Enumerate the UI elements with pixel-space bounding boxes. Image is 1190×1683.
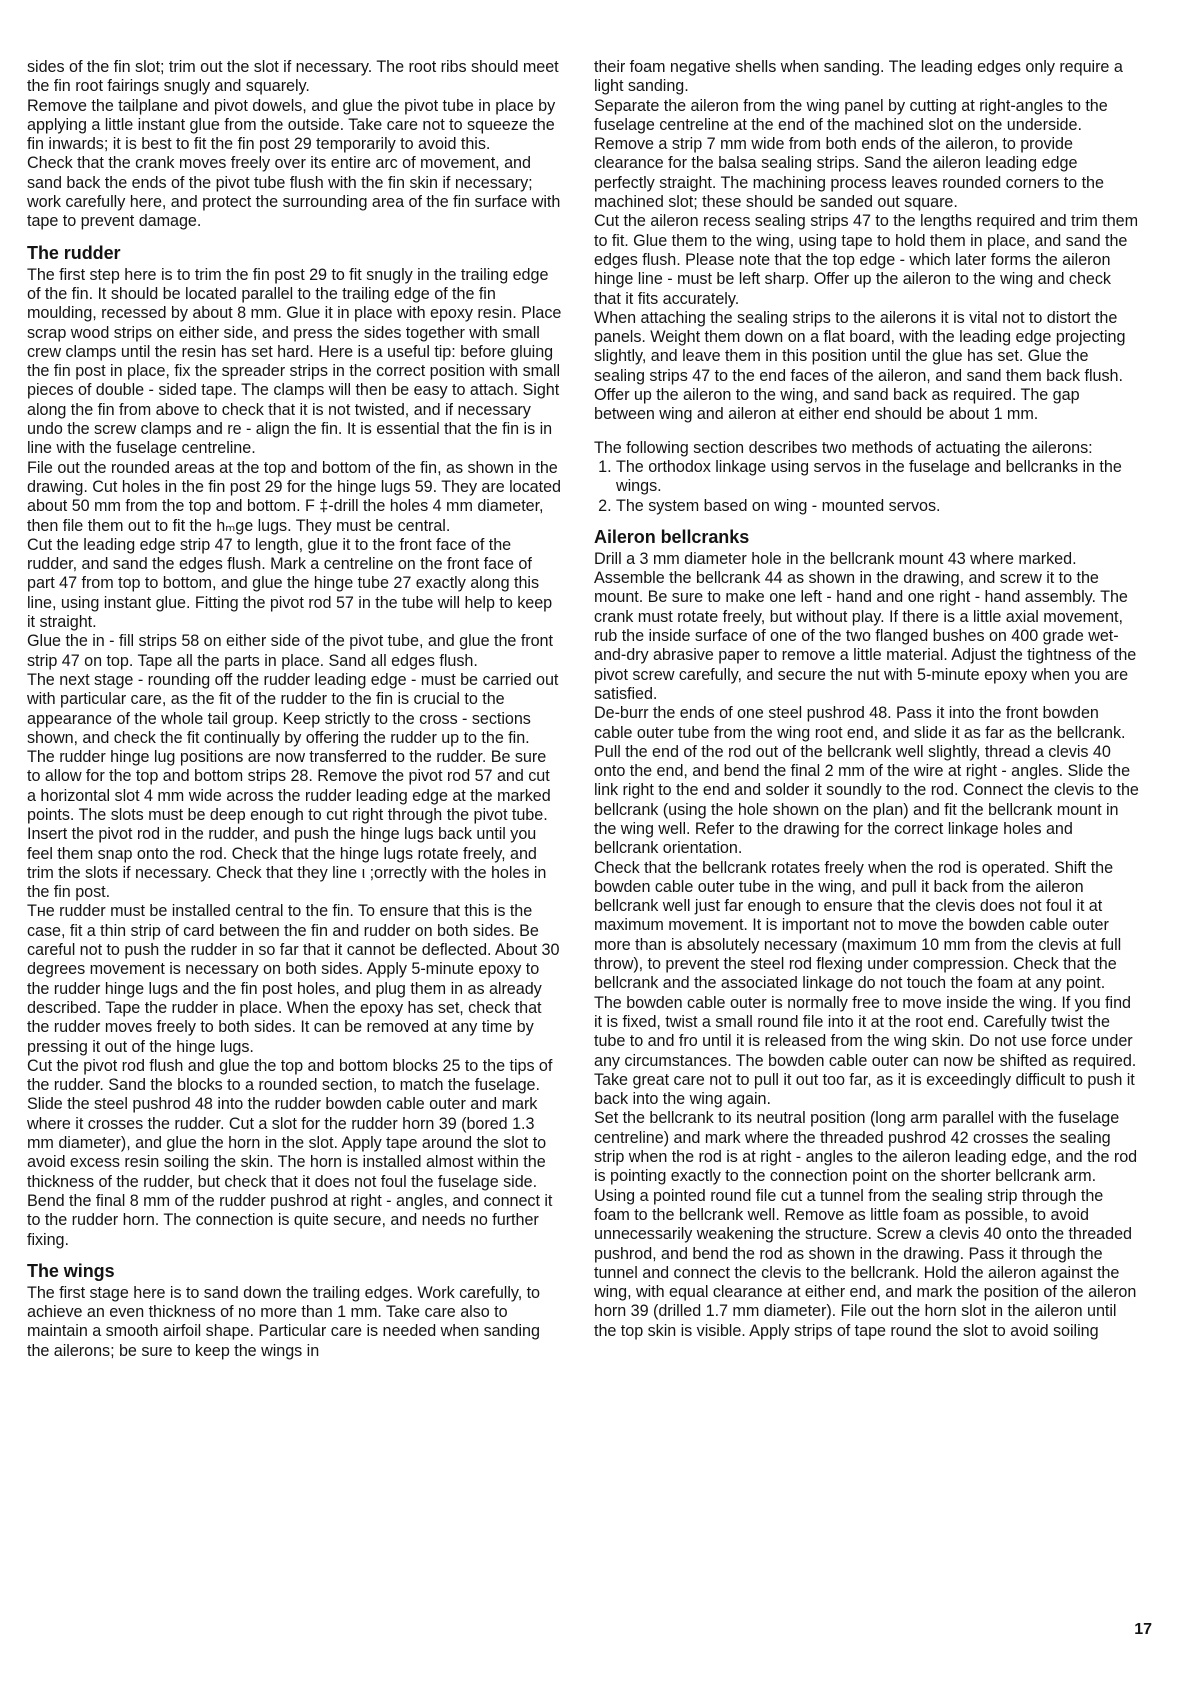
paragraph: The rudder hinge lug positions are now transferred to the rudder. Be sure to allow for the top and bottom strips 28. Remove the pivot rod 57 and cut a horizontal slot 4 mm wide across the rudder leading edge at the marked points. The slots must be deep enough to cut right through the pivot tube.: [27, 748, 551, 824]
paragraph: The first step here is to trim the fin post 29 to fit snugly in the trailing edge of the fin. It should be located parallel to the trailing edge of the fin moulding, recessed by about 8 mm. Glue it in place with epoxy resin. Place scrap wood strips on either side, and press the sides together with small crew clamps until the resin has set hard. Here is a useful tip: before gluing the fin post in place, fix the spreader strips in the correct position with small pieces of double - sided tape. The clamps will then be easy to attach. Sight along the fin from above to check that it is not twisted, and if necessary undo the screw clamps and re - align the fin. It is essential that the fin is in line with the fuselage centreline.: [27, 265, 562, 458]
paragraph: Check that the bellcrank rotates freely when the rod is operated. Shift the bowden cable outer tube in the wing, and pull it back from the aileron bellcrank well just far enough to ensure that the clevis does not foul it at maximum movement. It is important not to move the bowden cable outer more than is absolutely necessary (maximum 10 mm from the clevis at full throw), to prevent the steel rod flexing under compression. Check that the bellcrank and the associated linkage do not touch the foam at any point.: [594, 858, 1122, 993]
paragraph: The following section describes two methods of actuating the ailerons:: [594, 438, 1093, 457]
paragraph: Glue the in - fill strips 58 on either side of the pivot tube, and glue the front strip 47 on top. Tape all the parts in place. Sand all edges flush.: [27, 632, 553, 670]
section-heading-aileron-bellcranks: Aileron bellcranks: [594, 526, 750, 547]
paragraph: Check that the crank moves freely over its entire arc of movement, and sand back the ends of the pivot tube flush with the fin skin if necessary; work carefully here, and protect the surrounding area of the fin surface with tape to prevent damage.: [27, 154, 561, 231]
paragraph: De-burr the ends of one steel pushrod 48. Pass it into the front bowden cable outer tube from the wing root end, and slide it as far as the bellcrank. Pull the end of the rod out of the bellcrank well slightly, thread a clevis 40 onto the end, and bend the final 2 mm of the wire at right - angles. Slide the link right to the end and solder it soundly to the rod. Connect the clevis to the bellcrank (using the hole shown on the plan) and fit the bellcrank mount in the wing well. Refer to the drawing for the correct linkage holes and bellcrank orientation.: [594, 704, 1139, 858]
paragraph: Tʜe rudder must be installed central to the fin. To ensure that this is the case, fit a thin strip of card between the fin and rudder on both sides. Be careful not to push the rudder in so far that it cannot be deflected. About 30 degrees movement is necessary on both sides. Apply 5-minute epoxy to the rudder hinge lugs and the fin post holes, and plug them in as already described. Tape the rudder in place. When the epoxy has set, check that the rudder moves freely to both sides. It can be removed at any time by pressing it out of the hinge lugs.: [27, 902, 560, 1056]
list-item: 1. The orthodox linkage using servos in the fuselage and bellcranks in the wings.: [616, 458, 1139, 497]
paragraph: Set the bellcrank to its neutral position (long arm parallel with the fuselage centreline) and mark where the threaded pushrod 42 crosses the sealing strip when the rod is at right - angles to the aileron leading edge, and the rod is pointing exactly to the connection point on the shorter bellcrank arm. Using a pointed round file cut a tunnel from the sealing strip through the foam to the bellcrank well. Remove as little foam as possible, to avoid unnecessarily weakening the structure. Screw a clevis 40 onto the threaded pushrod, and bend the rod as shown in the drawing. Pass it through the tunnel and connect the clevis to the bellcrank. Hold the aileron against the wing, with equal clearance at either end, and mark the position of the aileron horn 39 (drilled 1.7 mm diameter). File out the horn slot in the aileron until the top skin is visible. Apply strips of tape round the slot to avoid soiling: [594, 1109, 1138, 1340]
paragraph: Cut the pivot rod flush and glue the top and bottom blocks 25 to the tips of the rudder. Sand the blocks to a rounded section, to match the fuselage.: [27, 1056, 553, 1095]
list-item: 2. The system based on wing - mounted servos.: [616, 497, 1139, 516]
section-heading-rudder: The rudder: [27, 242, 121, 263]
right-column: [594, 58, 1139, 1341]
left-column: [27, 58, 562, 1361]
paragraph: Cut the aileron recess sealing strips 47 to the lengths required and trim them to fit. Glue them to the wing, using tape to hold them in place, and sand the edges flush. Please note that the top edge - which later forms the aileron hinge line - must be left sharp. Offer up the aileron to the wing and check that it fits accurately.: [594, 212, 1139, 308]
paragraph: Remove the tailplane and pivot dowels, and glue the pivot tube in place by applying a little instant glue from the outside. Take care not to squeeze the fin inwards; it is best to fit the fin post 29 temporarily to avoid this.: [27, 96, 556, 154]
paragraph: Cut the leading edge strip 47 to length, glue it to the front face of the rudder, and sand the edges flush. Mark a centreline on the front face of part 47 from top to bottom, and glue the hinge tube 27 exactly along this line, using instant glue. Fitting the pivot rod 57 in the tube will help to keep it straight.: [27, 535, 553, 632]
paragraph: Insert the pivot rod in the rudder, and push the hinge lugs back until you feel them snap onto the rod. Check that the hinge lugs rotate freely, and trim the slots if necessary. Check that they line ι ;orrectly with the holes in the fin post.: [27, 825, 547, 902]
paragraph: Slide the steel pushrod 48 into the rudder bowden cable outer and mark where it crosses the rudder. Cut a slot for the rudder horn 39 (bored 1.3 mm diameter), and glue the horn in the slot. Apply tape around the slot to avoid excess resin soiling the skin. The horn is installed almost within the thickness of the rudder, but check that it does not foul the fuselage side. Bend the final 8 mm of the rudder pushrod at right - angles, and connect it to the rudder horn. The connection is quite secure, and needs no further fixing.: [27, 1095, 553, 1249]
paragraph: their foam negative shells when sanding. The leading edges only require a light sanding.: [594, 58, 1123, 96]
page-number: 17: [1134, 1621, 1152, 1638]
section-heading-wings: The wings: [27, 1260, 115, 1281]
paragraph: The bowden cable outer is normally free to move inside the wing. If you find it is fixed, twist a small round file into it at the root end. Carefully twist the tube to and fro until it is released from the wing skin. Do not use force under any circumstances. The bowden cable outer can now be shifted as required. Take great care not to pull it out too far, as it is exceedingly difficult to push it back into the wing again.: [594, 993, 1137, 1109]
paragraph: File out the rounded areas at the top and bottom of the fin, as shown in the drawing. Cut holes in the fin post 29 for the hinge lugs 59. They are located about 50 mm from the top and bottom. F ‡-drill the holes 4 mm diameter, then file them out to fit the hₘge lugs. They must be central.: [27, 458, 561, 535]
paragraph: The next stage - rounding off the rudder leading edge - must be carried out with particular care, as the fit of the rudder to the fin is crucial to the appearance of the whole tail group. Keep strictly to the cross - sections shown, and check the fit continually by offering the rudder up to the fin.: [27, 670, 559, 747]
paragraph: When attaching the sealing strips to the ailerons it is vital not to distort the panels. Weight them down on a flat board, with the leading edge projecting slightly, and leave them in this position until the glue has set. Glue the sealing strips 47 to the end faces of the aileron, and sand them back flush. Offer up the aileron to the wing, and sand back as required. The gap between wing and aileron at either end should be about 1 mm.: [594, 308, 1126, 424]
spacer: [594, 425, 1139, 439]
paragraph: Drill a 3 mm diameter hole in the bellcrank mount 43 where marked. Assemble the bellcrank 44 as shown in the drawing, and screw it to the mount. Be sure to make one left - hand and one right - hand assembly. The crank must rotate freely, but without play. If there is a little axial movement, rub the inside surface of one of the two flanged bushes on 400 grade wet-and-dry abrasive paper to remove a little material. Adjust the tightness of the pivot screw carefully, and secure the nut with 5-minute epoxy when you are satisfied.: [594, 549, 1137, 703]
paragraph: sides of the fin slot; trim out the slot if necessary. The root ribs should meet the fin root fairings snugly and squarely.: [27, 58, 559, 96]
methods-list: [594, 458, 1139, 516]
paragraph: Separate the aileron from the wing panel by cutting at right-angles to the fuselage centreline at the end of the machined slot on the underside. Remove a strip 7 mm wide from both ends of the aileron, to provide clearance for the balsa sealing strips. Sand the aileron leading edge perfectly straight. The machining process leaves rounded corners to the machined slot; these should be sanded out square.: [594, 96, 1108, 212]
paragraph: The first stage here is to sand down the trailing edges. Work carefully, to achieve an even thickness of no more than 1 mm. Take care also to maintain a smooth airfoil shape. Particular care is needed when sanding the ailerons; be sure to keep the wings in: [27, 1283, 541, 1360]
